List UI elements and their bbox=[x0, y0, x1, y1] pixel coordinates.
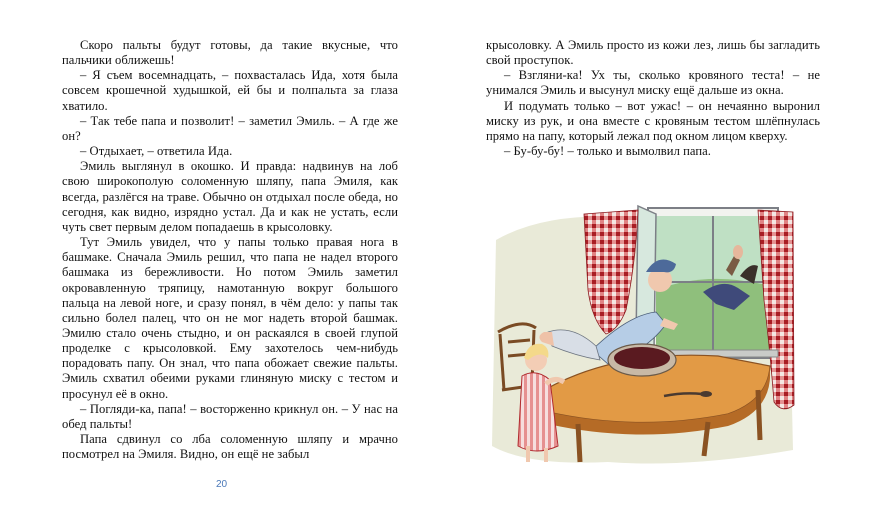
illustration-emil-window bbox=[488, 200, 798, 472]
paragraph: Эмиль выглянул в окошко. И правда: надвинув на лоб свою широкополую соломенную шляпу, папа Эмиля, как всегда, разлёгся на траве. Обычно он отдыхал после обеда, но сегодня, как видно, изрядно устал. Да и как не устать, если чуть свет первым делом попадаешь в крысоловку. bbox=[62, 159, 398, 234]
paragraph: – Я съем восемнадцать, – похвасталась Ида, хотя была совсем крошечной худышкой, ей бы и полпальта за глаза хватило. bbox=[62, 68, 398, 113]
paragraph: И подумать только – вот ужас! – он нечаянно выронил миску из рук, и она вместе с кровяным тестом шлёпнулась прямо на папу, который лежал под окном лицом кверху. bbox=[486, 98, 820, 143]
paragraph: – Погляди-ка, папа! – восторженно крикнул он. – У нас на обед пальты! bbox=[62, 401, 398, 431]
paragraph: – Так тебе папа и позволит! – заметил Эмиль. – А где же он? bbox=[62, 113, 398, 143]
papa-foot bbox=[733, 245, 743, 259]
right-page bbox=[440, 0, 880, 530]
paragraph: Тут Эмиль увидел, что у папы только правая нога в башмаке. Сначала Эмиль решил, что папа не надел второго башмака из бережливости. Но потом Эмиль заметил окровавленную тряпицу, намотанную вокруг большого пальца на левой ноге, и сразу понял, в чём дело: у папы так сильно болел палец, что он не мог надеть второй башмак. Эмилю стало очень стыдно, и он раскаялся в своей глупой проделке с крысоловкой. Ему захотелось чем-нибудь порадовать папу. Он знал, что папа обожает свежие пальты. Эмиль схватил обеими руками глиняную миску с тестом и просунул её в окно. bbox=[62, 235, 398, 401]
bowl-dough bbox=[614, 347, 670, 369]
paragraph: – Взгляни-ка! Ух ты, сколько кровяного теста! – не унимался Эмиль и высунул миску ещё дальше из окна. bbox=[486, 68, 820, 98]
page-number: 20 bbox=[216, 479, 228, 490]
paragraph: – Отдыхает, – ответила Ида. bbox=[80, 144, 233, 159]
paragraph: – Бу-бу-бу! – только и вымолвил папа. bbox=[504, 144, 711, 159]
paragraph: Папа сдвинул со лба соломенную шляпу и мрачно посмотрел на Эмиля. Видно, он ещё не забыл bbox=[62, 432, 398, 462]
paragraph: Скоро пальты будут готовы, да такие вкусные, что пальчики оближешь! bbox=[62, 38, 398, 68]
paragraph: крысоловку. А Эмиль просто из кожи лез, лишь бы загладить свой проступок. bbox=[486, 38, 820, 68]
